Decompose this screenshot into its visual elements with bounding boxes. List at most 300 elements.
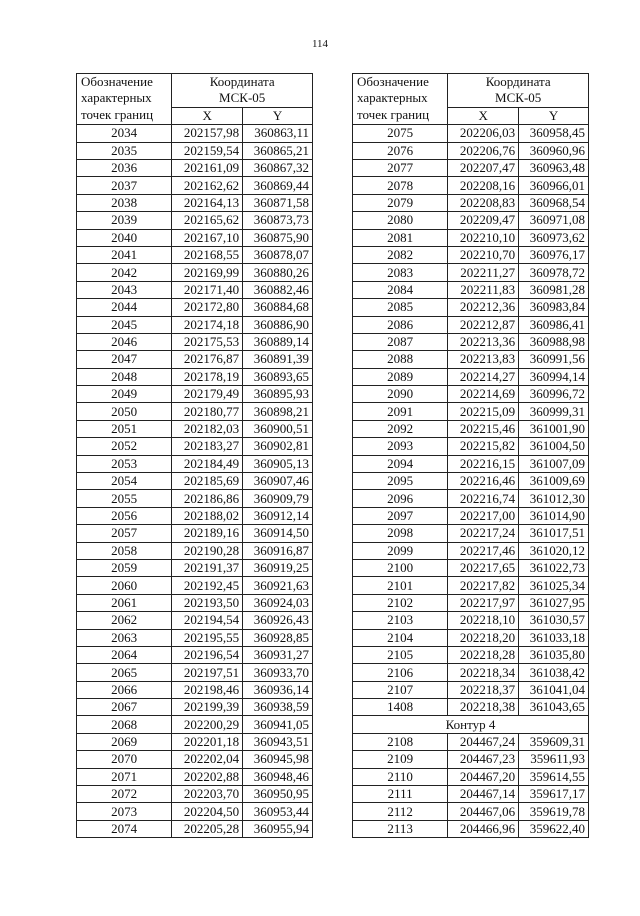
table-row bbox=[77, 577, 313, 594]
point-id-cell: 2070 bbox=[77, 751, 172, 768]
points-header-line-1: Обозначение bbox=[81, 74, 153, 89]
point-id-cell: 2084 bbox=[353, 281, 448, 298]
table-row bbox=[353, 177, 589, 194]
y-value-cell: 360983,84 bbox=[519, 299, 589, 316]
y-value-cell: 360891,39 bbox=[243, 351, 313, 368]
table-row bbox=[353, 751, 589, 768]
table-row bbox=[353, 542, 589, 559]
point-id-cell: 2074 bbox=[77, 820, 172, 837]
point-id-cell: 2113 bbox=[353, 820, 448, 837]
x-value-cell: 202199,39 bbox=[172, 699, 243, 716]
x-value-cell: 202190,28 bbox=[172, 542, 243, 559]
y-value-cell: 361041,04 bbox=[519, 681, 589, 698]
point-id-cell: 2082 bbox=[353, 246, 448, 263]
y-value-cell: 360943,51 bbox=[243, 733, 313, 750]
x-value-cell: 202178,19 bbox=[172, 368, 243, 385]
x-value-cell: 202217,46 bbox=[448, 542, 519, 559]
x-value-cell: 202208,83 bbox=[448, 194, 519, 211]
point-id-cell: 2094 bbox=[353, 455, 448, 472]
y-value-cell: 360973,62 bbox=[519, 229, 589, 246]
x-value-cell: 202207,47 bbox=[448, 159, 519, 176]
y-value-cell: 360909,79 bbox=[243, 490, 313, 507]
y-value-cell: 360931,27 bbox=[243, 646, 313, 663]
point-id-cell: 2056 bbox=[77, 507, 172, 524]
table-row bbox=[77, 438, 313, 455]
x-value-cell: 202202,04 bbox=[172, 751, 243, 768]
y-value-cell: 360919,25 bbox=[243, 559, 313, 576]
table-row bbox=[353, 420, 589, 437]
table-row bbox=[77, 229, 313, 246]
y-value-cell: 361020,12 bbox=[519, 542, 589, 559]
y-value-cell: 360867,32 bbox=[243, 159, 313, 176]
point-id-cell: 2104 bbox=[353, 629, 448, 646]
point-id-cell: 2044 bbox=[77, 299, 172, 316]
point-id-cell: 2053 bbox=[77, 455, 172, 472]
x-value-cell: 202208,16 bbox=[448, 177, 519, 194]
x-value-cell: 202167,10 bbox=[172, 229, 243, 246]
point-id-cell: 2101 bbox=[353, 577, 448, 594]
x-value-cell: 202192,45 bbox=[172, 577, 243, 594]
x-value-cell: 202171,40 bbox=[172, 281, 243, 298]
table-row bbox=[77, 386, 313, 403]
point-id-cell: 2051 bbox=[77, 420, 172, 437]
point-id-cell: 2039 bbox=[77, 212, 172, 229]
y-header: Y bbox=[519, 107, 589, 124]
table-row bbox=[353, 403, 589, 420]
y-value-cell: 360924,03 bbox=[243, 594, 313, 611]
x-value-cell: 202162,62 bbox=[172, 177, 243, 194]
y-value-cell: 360968,54 bbox=[519, 194, 589, 211]
table-row bbox=[353, 438, 589, 455]
x-value-cell: 202216,15 bbox=[448, 455, 519, 472]
y-value-cell: 360863,11 bbox=[243, 125, 313, 142]
x-value-cell: 202196,54 bbox=[172, 646, 243, 663]
x-value-cell: 202217,24 bbox=[448, 525, 519, 542]
x-value-cell: 202159,54 bbox=[172, 142, 243, 159]
point-id-cell: 2052 bbox=[77, 438, 172, 455]
table-row bbox=[77, 403, 313, 420]
point-id-cell: 2092 bbox=[353, 420, 448, 437]
table-row bbox=[77, 264, 313, 281]
point-id-cell: 2040 bbox=[77, 229, 172, 246]
y-value-cell: 361030,57 bbox=[519, 612, 589, 629]
table-row bbox=[353, 368, 589, 385]
point-id-cell: 1408 bbox=[353, 699, 448, 716]
x-value-cell: 202183,27 bbox=[172, 438, 243, 455]
x-value-cell: 202184,49 bbox=[172, 455, 243, 472]
y-value-cell: 361025,34 bbox=[519, 577, 589, 594]
point-id-cell: 2097 bbox=[353, 507, 448, 524]
point-id-cell: 2078 bbox=[353, 177, 448, 194]
table-row bbox=[353, 246, 589, 263]
table-row bbox=[77, 594, 313, 611]
table-row bbox=[353, 212, 589, 229]
point-id-cell: 2087 bbox=[353, 333, 448, 350]
point-id-cell: 2099 bbox=[353, 542, 448, 559]
table-row bbox=[353, 768, 589, 785]
table-row bbox=[353, 490, 589, 507]
y-value-cell: 360871,58 bbox=[243, 194, 313, 211]
table-row bbox=[353, 629, 589, 646]
x-value-cell: 202185,69 bbox=[172, 473, 243, 490]
x-value-cell: 202216,46 bbox=[448, 473, 519, 490]
table-body-left bbox=[77, 125, 313, 838]
x-value-cell: 202157,98 bbox=[172, 125, 243, 142]
x-value-cell: 202215,46 bbox=[448, 420, 519, 437]
point-id-cell: 2054 bbox=[77, 473, 172, 490]
y-value-cell: 360963,48 bbox=[519, 159, 589, 176]
x-value-cell: 202214,69 bbox=[448, 386, 519, 403]
table-row bbox=[353, 646, 589, 663]
y-value-cell: 360953,44 bbox=[243, 803, 313, 820]
x-value-cell: 202193,50 bbox=[172, 594, 243, 611]
x-value-cell: 202202,88 bbox=[172, 768, 243, 785]
table-row bbox=[77, 246, 313, 263]
y-value-cell: 360986,41 bbox=[519, 316, 589, 333]
y-value-cell: 361038,42 bbox=[519, 664, 589, 681]
table-row bbox=[353, 455, 589, 472]
point-id-cell: 2060 bbox=[77, 577, 172, 594]
point-id-cell: 2041 bbox=[77, 246, 172, 263]
point-id-cell: 2073 bbox=[77, 803, 172, 820]
x-value-cell: 204467,06 bbox=[448, 803, 519, 820]
x-value-cell: 202211,83 bbox=[448, 281, 519, 298]
x-value-cell: 202218,37 bbox=[448, 681, 519, 698]
table-row bbox=[353, 612, 589, 629]
x-value-cell: 202211,27 bbox=[448, 264, 519, 281]
table-row bbox=[77, 820, 313, 837]
point-id-cell: 2103 bbox=[353, 612, 448, 629]
table-row bbox=[353, 299, 589, 316]
point-id-cell: 2048 bbox=[77, 368, 172, 385]
x-value-cell: 202213,36 bbox=[448, 333, 519, 350]
x-value-cell: 202218,10 bbox=[448, 612, 519, 629]
table-row bbox=[353, 281, 589, 298]
x-value-cell: 202205,28 bbox=[172, 820, 243, 837]
table-row bbox=[353, 577, 589, 594]
y-value-cell: 359617,17 bbox=[519, 786, 589, 803]
y-value-cell: 360880,26 bbox=[243, 264, 313, 281]
table-row bbox=[353, 803, 589, 820]
point-id-cell: 2059 bbox=[77, 559, 172, 576]
table-row bbox=[77, 751, 313, 768]
x-value-cell: 204467,24 bbox=[448, 733, 519, 750]
x-value-cell: 202215,82 bbox=[448, 438, 519, 455]
y-value-cell: 361027,95 bbox=[519, 594, 589, 611]
table-row bbox=[77, 368, 313, 385]
point-id-cell: 2063 bbox=[77, 629, 172, 646]
point-id-cell: 2038 bbox=[77, 194, 172, 211]
y-value-cell: 361007,09 bbox=[519, 455, 589, 472]
point-id-cell: 2112 bbox=[353, 803, 448, 820]
point-id-cell: 2072 bbox=[77, 786, 172, 803]
table-row bbox=[77, 420, 313, 437]
table-row bbox=[353, 316, 589, 333]
points-header-line-3: точек границ bbox=[357, 106, 430, 122]
table-row bbox=[353, 699, 589, 716]
x-value-cell: 202218,34 bbox=[448, 664, 519, 681]
table-row bbox=[77, 351, 313, 368]
x-value-cell: 202164,13 bbox=[172, 194, 243, 211]
x-value-cell: 202180,77 bbox=[172, 403, 243, 420]
point-id-cell: 2079 bbox=[353, 194, 448, 211]
x-header: X bbox=[172, 107, 243, 124]
points-header-line-3: точек границ bbox=[81, 106, 154, 122]
point-id-cell: 2055 bbox=[77, 490, 172, 507]
y-value-cell: 360912,14 bbox=[243, 507, 313, 524]
x-value-cell: 204467,20 bbox=[448, 768, 519, 785]
table-row bbox=[77, 559, 313, 576]
y-value-cell: 360898,21 bbox=[243, 403, 313, 420]
x-value-cell: 202195,55 bbox=[172, 629, 243, 646]
point-id-cell: 2080 bbox=[353, 212, 448, 229]
y-value-cell: 360928,85 bbox=[243, 629, 313, 646]
table-row bbox=[77, 699, 313, 716]
point-id-cell: 2045 bbox=[77, 316, 172, 333]
y-value-cell: 359611,93 bbox=[519, 751, 589, 768]
table-row bbox=[77, 490, 313, 507]
y-value-cell: 360865,21 bbox=[243, 142, 313, 159]
x-value-cell: 202210,70 bbox=[448, 246, 519, 263]
y-value-cell: 360869,44 bbox=[243, 177, 313, 194]
y-value-cell: 360996,72 bbox=[519, 386, 589, 403]
points-header bbox=[353, 74, 448, 125]
page-number: 114 bbox=[311, 38, 329, 50]
coordinate-header bbox=[448, 74, 589, 108]
x-value-cell: 202217,00 bbox=[448, 507, 519, 524]
points-header-line-2: характерных bbox=[357, 90, 428, 106]
x-value-cell: 202201,18 bbox=[172, 733, 243, 750]
point-id-cell: 2065 bbox=[77, 664, 172, 681]
point-id-cell: 2064 bbox=[77, 646, 172, 663]
section-row bbox=[353, 716, 589, 733]
x-value-cell: 202217,65 bbox=[448, 559, 519, 576]
point-id-cell: 2047 bbox=[77, 351, 172, 368]
coordinate-header-line-1: Координата bbox=[209, 74, 275, 89]
y-value-cell: 361004,50 bbox=[519, 438, 589, 455]
point-id-cell: 2037 bbox=[77, 177, 172, 194]
y-value-cell: 360886,90 bbox=[243, 316, 313, 333]
point-id-cell: 2071 bbox=[77, 768, 172, 785]
y-value-cell: 360976,17 bbox=[519, 246, 589, 263]
point-id-cell: 2102 bbox=[353, 594, 448, 611]
y-value-cell: 360916,87 bbox=[243, 542, 313, 559]
point-id-cell: 2066 bbox=[77, 681, 172, 698]
y-value-cell: 360938,59 bbox=[243, 699, 313, 716]
point-id-cell: 2050 bbox=[77, 403, 172, 420]
point-id-cell: 2110 bbox=[353, 768, 448, 785]
point-id-cell: 2085 bbox=[353, 299, 448, 316]
x-value-cell: 202191,37 bbox=[172, 559, 243, 576]
point-id-cell: 2077 bbox=[353, 159, 448, 176]
point-id-cell: 2091 bbox=[353, 403, 448, 420]
point-id-cell: 2036 bbox=[77, 159, 172, 176]
table-row bbox=[77, 716, 313, 733]
y-value-cell: 361017,51 bbox=[519, 525, 589, 542]
y-value-cell: 360966,01 bbox=[519, 177, 589, 194]
table-row bbox=[353, 333, 589, 350]
table-row bbox=[353, 142, 589, 159]
y-value-cell: 361033,18 bbox=[519, 629, 589, 646]
coordinates-table-left bbox=[76, 73, 313, 838]
x-value-cell: 202188,02 bbox=[172, 507, 243, 524]
x-value-cell: 202179,49 bbox=[172, 386, 243, 403]
x-header: X bbox=[448, 107, 519, 124]
y-value-cell: 360884,68 bbox=[243, 299, 313, 316]
point-id-cell: 2100 bbox=[353, 559, 448, 576]
y-value-cell: 360981,28 bbox=[519, 281, 589, 298]
y-value-cell: 360926,43 bbox=[243, 612, 313, 629]
point-id-cell: 2111 bbox=[353, 786, 448, 803]
table-row bbox=[77, 542, 313, 559]
x-value-cell: 202182,03 bbox=[172, 420, 243, 437]
point-id-cell: 2109 bbox=[353, 751, 448, 768]
x-value-cell: 202206,76 bbox=[448, 142, 519, 159]
y-value-cell: 360941,05 bbox=[243, 716, 313, 733]
table-row bbox=[77, 473, 313, 490]
point-id-cell: 2049 bbox=[77, 386, 172, 403]
table-row bbox=[77, 142, 313, 159]
y-value-cell: 360889,14 bbox=[243, 333, 313, 350]
table-row bbox=[77, 212, 313, 229]
coordinate-header-line-2: МСК-05 bbox=[495, 90, 542, 106]
y-value-cell: 360950,95 bbox=[243, 786, 313, 803]
x-value-cell: 202197,51 bbox=[172, 664, 243, 681]
table-row bbox=[353, 733, 589, 750]
point-id-cell: 2106 bbox=[353, 664, 448, 681]
table-row bbox=[77, 299, 313, 316]
points-header-line-1: Обозначение bbox=[357, 74, 429, 89]
x-value-cell: 202217,97 bbox=[448, 594, 519, 611]
table-row bbox=[77, 786, 313, 803]
point-id-cell: 2108 bbox=[353, 733, 448, 750]
point-id-cell: 2042 bbox=[77, 264, 172, 281]
x-value-cell: 202161,09 bbox=[172, 159, 243, 176]
point-id-cell: 2075 bbox=[353, 125, 448, 142]
y-value-cell: 360936,14 bbox=[243, 681, 313, 698]
coordinate-header bbox=[172, 74, 313, 108]
y-value-cell: 360999,31 bbox=[519, 403, 589, 420]
x-value-cell: 202194,54 bbox=[172, 612, 243, 629]
table-row bbox=[77, 646, 313, 663]
table-row bbox=[77, 455, 313, 472]
table-row bbox=[353, 194, 589, 211]
point-id-cell: 2043 bbox=[77, 281, 172, 298]
x-value-cell: 202189,16 bbox=[172, 525, 243, 542]
x-value-cell: 202209,47 bbox=[448, 212, 519, 229]
y-value-cell: 360882,46 bbox=[243, 281, 313, 298]
table-row bbox=[77, 177, 313, 194]
x-value-cell: 204467,23 bbox=[448, 751, 519, 768]
y-header: Y bbox=[243, 107, 313, 124]
x-value-cell: 202175,53 bbox=[172, 333, 243, 350]
table-row bbox=[77, 612, 313, 629]
x-value-cell: 202203,70 bbox=[172, 786, 243, 803]
table-row bbox=[77, 159, 313, 176]
point-id-cell: 2069 bbox=[77, 733, 172, 750]
point-id-cell: 2035 bbox=[77, 142, 172, 159]
point-id-cell: 2083 bbox=[353, 264, 448, 281]
x-value-cell: 202176,87 bbox=[172, 351, 243, 368]
y-value-cell: 360914,50 bbox=[243, 525, 313, 542]
table-row bbox=[353, 681, 589, 698]
point-id-cell: 2096 bbox=[353, 490, 448, 507]
table-row bbox=[77, 525, 313, 542]
point-id-cell: 2105 bbox=[353, 646, 448, 663]
point-id-cell: 2089 bbox=[353, 368, 448, 385]
table-row bbox=[77, 194, 313, 211]
point-id-cell: 2068 bbox=[77, 716, 172, 733]
point-id-cell: 2095 bbox=[353, 473, 448, 490]
y-value-cell: 360945,98 bbox=[243, 751, 313, 768]
point-id-cell: 2081 bbox=[353, 229, 448, 246]
table-row bbox=[353, 507, 589, 524]
y-value-cell: 360873,73 bbox=[243, 212, 313, 229]
coordinate-header-line-1: Координата bbox=[485, 74, 551, 89]
y-value-cell: 360900,51 bbox=[243, 420, 313, 437]
y-value-cell: 359622,40 bbox=[519, 820, 589, 837]
y-value-cell: 360971,08 bbox=[519, 212, 589, 229]
y-value-cell: 360988,98 bbox=[519, 333, 589, 350]
table-row bbox=[353, 664, 589, 681]
table-row bbox=[353, 473, 589, 490]
point-id-cell: 2058 bbox=[77, 542, 172, 559]
x-value-cell: 204466,96 bbox=[448, 820, 519, 837]
y-value-cell: 359619,78 bbox=[519, 803, 589, 820]
x-value-cell: 202218,20 bbox=[448, 629, 519, 646]
table-row bbox=[77, 507, 313, 524]
y-value-cell: 360893,65 bbox=[243, 368, 313, 385]
y-value-cell: 360905,13 bbox=[243, 455, 313, 472]
y-value-cell: 359614,55 bbox=[519, 768, 589, 785]
y-value-cell: 359609,31 bbox=[519, 733, 589, 750]
table-row bbox=[77, 333, 313, 350]
table-row bbox=[353, 125, 589, 142]
x-value-cell: 202186,86 bbox=[172, 490, 243, 507]
x-value-cell: 202218,28 bbox=[448, 646, 519, 663]
x-value-cell: 202215,09 bbox=[448, 403, 519, 420]
y-value-cell: 361035,80 bbox=[519, 646, 589, 663]
y-value-cell: 360960,96 bbox=[519, 142, 589, 159]
y-value-cell: 361014,90 bbox=[519, 507, 589, 524]
table-row bbox=[353, 820, 589, 837]
table-row bbox=[353, 559, 589, 576]
table-row bbox=[77, 281, 313, 298]
points-header-line-2: характерных bbox=[81, 90, 152, 106]
y-value-cell: 360895,93 bbox=[243, 386, 313, 403]
x-value-cell: 202198,46 bbox=[172, 681, 243, 698]
x-value-cell: 202212,87 bbox=[448, 316, 519, 333]
coordinate-header-line-2: МСК-05 bbox=[219, 90, 266, 106]
y-value-cell: 360994,14 bbox=[519, 368, 589, 385]
x-value-cell: 202200,29 bbox=[172, 716, 243, 733]
x-value-cell: 202169,99 bbox=[172, 264, 243, 281]
table-row bbox=[353, 594, 589, 611]
y-value-cell: 361001,90 bbox=[519, 420, 589, 437]
coordinates-table-right bbox=[352, 73, 589, 838]
x-value-cell: 202165,62 bbox=[172, 212, 243, 229]
table-row bbox=[353, 264, 589, 281]
point-id-cell: 2088 bbox=[353, 351, 448, 368]
point-id-cell: 2093 bbox=[353, 438, 448, 455]
point-id-cell: 2034 bbox=[77, 125, 172, 142]
y-value-cell: 360875,90 bbox=[243, 229, 313, 246]
y-value-cell: 360878,07 bbox=[243, 246, 313, 263]
table-row bbox=[77, 629, 313, 646]
x-value-cell: 202216,74 bbox=[448, 490, 519, 507]
y-value-cell: 361012,30 bbox=[519, 490, 589, 507]
x-value-cell: 202206,03 bbox=[448, 125, 519, 142]
